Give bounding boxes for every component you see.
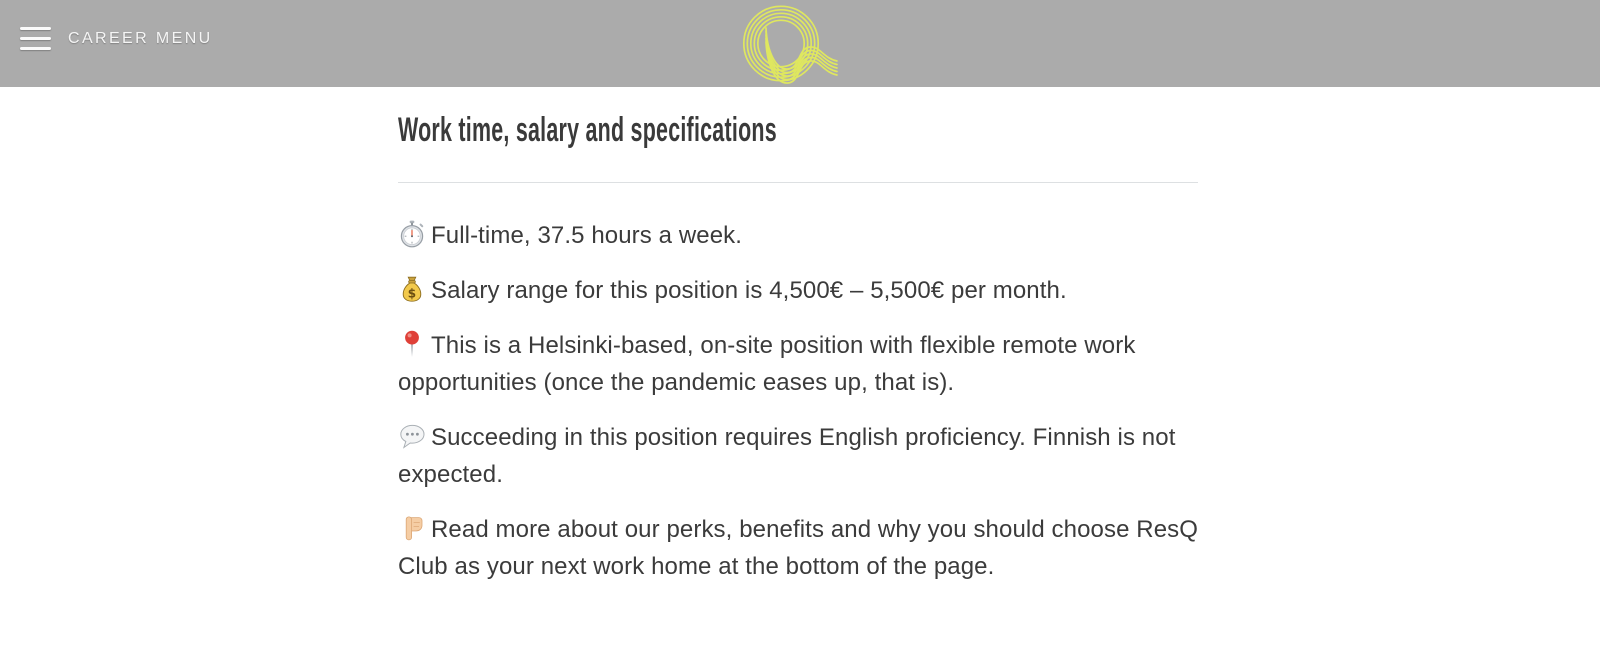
speech-balloon-emoji xyxy=(398,422,426,450)
job-spec-paragraph xyxy=(398,217,1202,254)
paragraph-text: This is a Helsinki-based, on-site position with flexible remote work opportunities (once the pandemic eases up, that is). xyxy=(398,332,1136,396)
career-menu-button[interactable] xyxy=(20,27,213,50)
content-area xyxy=(0,87,1600,585)
career-menu-label: CAREER MENU xyxy=(68,29,213,47)
stopwatch-emoji xyxy=(398,220,426,248)
paragraph-text: Full-time, 37.5 hours a week. xyxy=(431,222,743,249)
job-spec-paragraph xyxy=(398,419,1202,493)
hamburger-menu-icon xyxy=(20,27,51,50)
money-bag-emoji xyxy=(398,275,426,303)
job-spec-list xyxy=(398,217,1202,585)
q-logo-icon xyxy=(731,2,839,87)
page-title: Work time, salary and specifications xyxy=(398,111,777,149)
paragraph-text: Read more about our perks, benefits and why you should choose ResQ Club as your next work home at the bottom of the page. xyxy=(398,516,1199,580)
paragraph-text: Succeeding in this position requires English proficiency. Finnish is not expected. xyxy=(398,424,1176,488)
job-spec-paragraph xyxy=(398,272,1202,309)
job-spec-paragraph xyxy=(398,327,1202,401)
backhand-index-pointing-down-emoji xyxy=(398,514,426,542)
round-pushpin-emoji xyxy=(398,330,426,358)
paragraph-text: Salary range for this position is 4,500€ – 5,500€ per month. xyxy=(431,277,1067,304)
section-divider xyxy=(398,182,1198,183)
svg-text:$: $ xyxy=(407,286,417,301)
resq-q-logo[interactable] xyxy=(731,2,839,92)
job-spec-paragraph xyxy=(398,511,1202,585)
header-bar xyxy=(0,0,1600,87)
